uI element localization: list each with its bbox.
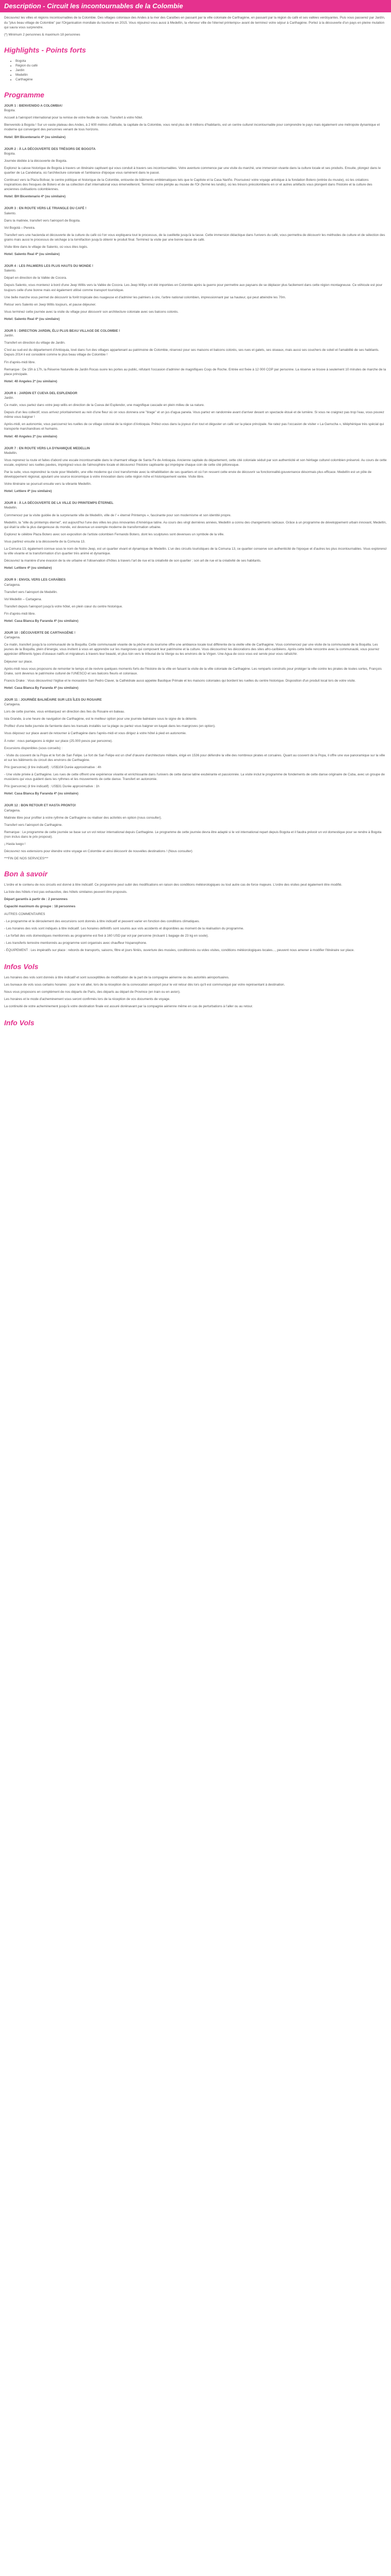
- infos-vols-paragraph: Les bureaux de vols sous certains horaires : pour le vol aller, lors de la réception de la convocation aéroport pour le vol retour dès lors qu'il est communiqué par votre représentant à destination.: [4, 983, 285, 987]
- day-paragraph: ***FIN DE NOS SERVICES***: [4, 857, 48, 861]
- description-body: [0, 12, 391, 1037]
- day-paragraph: Lors de cette journée, vous embarquez en direction des îles du Rosaire en bateau.: [4, 710, 125, 714]
- day-hotel: Hotel: Casa Blanca By Faranda 4* (ou similaire): [4, 792, 78, 796]
- day-location: Jardin.: [4, 334, 14, 338]
- day-paragraph: Transfert depuis l'aéroport jusqu'à votre hôtel, en plein cœur du centre historique.: [4, 604, 123, 608]
- day-location: Salento.: [4, 269, 17, 273]
- day-paragraph: Remarque : Le programme de cette journée se base sur un vol retour international depuis Carthagène. Le programme de cette journée devra être adapté si le vol international repart depuis Bogota et il faudra prévoir un vol domestique pour se rendre à Bogota (non inclus dans le prix proposé).: [4, 830, 382, 839]
- highlight-item: • Carthagène: [15, 77, 387, 82]
- day-location: Cartagena.: [4, 703, 21, 707]
- day-location: Salento.: [4, 211, 17, 215]
- day-paragraph: - Une visite privée à Carthagène. Les rues de cette offrent une expérience vivante et enrichissante dans l'univers de cette danse latine exubérante et passionnée. La visite inclut le programme de fondements de cette danse originaire de Cuba, avec un groupe de musiciens qui vous guident dans les rythmes et les mouvements de cette danse. Transfert en autonomie.: [4, 773, 385, 782]
- programme-day: [4, 446, 387, 494]
- day-paragraph: Après-midi, en autonomie, vous parcourrez les ruelles de ce village colonial de la région d'Antioquia. Prêtez-vous dans la joyeux d'un tout et déguster un café sur la place principale. Ne ratez pas l'occasion de visiter « La Garrucha », téléphérique très spécial qui transporte marchandises et humains.: [4, 422, 384, 431]
- day-paragraph: Profitez d'une belle journée de farniente dans les transats installés sur la plage ou partez vous baigner en kayak dans les mangroves (en option).: [4, 724, 216, 728]
- day-location: Cartagena.: [4, 808, 21, 812]
- page: [0, 0, 391, 1037]
- day-hotel: Hotel: Casa Blanca By Faranda 4* (ou similaire): [4, 686, 78, 690]
- day-paragraph: Transfert vers une hacienda et découverte de la culture du café où l'on vous expliquera tout le processus, de la cueillette jusqu'à la tasse. Cette immersion didactique dans l'univers du café, vous permettra de découvrir les méthodes de culture et de sélection des grains mais aussi le processus de séchage à la torréfaction jusqu'à obtenir le produit final. Terminez la visite par une bonne tasse de café.: [4, 233, 385, 242]
- day-paragraph: Une belle marche vous permet de découvrir la forêt tropicale des nuageuse et d'admirer les palmiers à cire, l'arbre national colombien, impressionnant par sa hauteur, qui peut atteindre les 70m.: [4, 295, 286, 299]
- day-hotel: Hotel: Salento Real 4* (ou similaire): [4, 252, 60, 257]
- day-paragraph: Vous reprenez la route et faites d'abord une escale incontournable dans le charmant village de Santa Fe de Antioquia. Ancienne capitale du département, cette cité coloniale séduit par son authenticité et son héritage culturel colombien préservé. Au cours de cette escale, explorez ses ruelles pavées, imprégnez-vous de l'atmosphère locale et découvrez l'histoire captivante qui imprègne chaque coin de cette cité pittoresque.: [4, 458, 387, 467]
- day-paragraph: Vous terminez cette journée avec la visite du village pour découvrir son architecture coloniale avec ses balcons colorés.: [4, 310, 179, 314]
- day-paragraph: Ce matin, vous partez dans votre jeep willis en direction de la Cueva del Esplendor, une magnifique cascade en plein milieu de sa nature.: [4, 403, 205, 408]
- day-paragraph: Isla Grande, à une heure de navigation de Carthagène, est le meilleur option pour une journée balnéaire sous le signe de la détente.: [4, 717, 198, 721]
- day-title: JOUR 10 : DÉCOUVERTE DE CARTHAGÈNE !: [4, 631, 76, 635]
- day-location: Medellin.: [4, 506, 18, 510]
- day-title: JOUR 2 : À LA DÉCOUVERTE DES TRÉSORS DE BOGOTA: [4, 147, 96, 151]
- day-paragraph: Par la suite, vous reprendrez la route pour Medellin, une ville moderne qui s'est transformée avec la réhabilitation de ses quartiers et où l'on ressent cette envie de découvrir sa fonctionnalité-gouvernance désormais plus efficace. Medellín est un pôle de développement régional, ajoutant une source économique à votre innovation dans cette région riche et historiquement variée. Visite libre.: [4, 470, 372, 479]
- day-paragraph: Dans la matinée, transfert vers l'aéroport de Bogota.: [4, 218, 80, 223]
- day-paragraph: Medellín, la "ville du printemps éternel", est aujourd'hui l'une des villes les plus innovantes d'Amérique latine. Au cours des vingt dernières années, Medellín a connu des changements radicaux. Grâce à un programme de développement urbain innovant, Medellín, qui était la ville la plus dangereuse du monde, est devenue un exemple moderne de transformation urbaine.: [4, 520, 387, 529]
- programme-day: [4, 501, 387, 570]
- day-title: JOUR 12 : BON RETOUR ET HASTA PRONTO!: [4, 804, 76, 808]
- info-vols-heading: Info Vols: [4, 1019, 35, 1027]
- day-paragraph: Découvrez nos extensions pour étendre votre voyage en Colombie et ainsi découvrir de nouvelles destinations ! (Nous consulter): [4, 850, 192, 854]
- programme-day: [4, 329, 387, 384]
- programme-day: [4, 391, 387, 439]
- highlights-list: [4, 59, 387, 82]
- day-title: JOUR 6 : JARDIN ET CUEVA DEL ESPLENDOR: [4, 391, 77, 395]
- day-paragraph: Matinée libre pour profiter à votre rythme de Carthagène ou réaliser des activités en option (nous consulter).: [4, 816, 162, 820]
- day-title: JOUR 8 : À LA DÉCOUVERTE DE LA VILLE DU PRINTEMPS ÉTERNEL: [4, 501, 113, 505]
- day-location: Cartagena.: [4, 636, 21, 640]
- infos-vols-paragraph: Nous vous proposons en complément de nos départs de Paris, des départs au départ de Province (en train ou en avion).: [4, 990, 181, 994]
- highlight-item: • Jardin: [15, 68, 387, 73]
- programme-days: [4, 104, 387, 861]
- day-paragraph: Transfert vers l'aéroport de Carthagène.: [4, 823, 63, 827]
- day-location: Medellin.: [4, 451, 18, 455]
- autres-item: - Les transferts terrestre mentionnés au programme sont organisés avec chauffeur hispanophone.: [4, 941, 147, 945]
- day-paragraph: Vol Medellin – Cartagena.: [4, 597, 42, 601]
- programme-day: [4, 698, 387, 796]
- departure-fact: Départ garantis à partir de : 2 personnes: [4, 897, 68, 902]
- day-paragraph: Retour vers Salento en Jeep Willis toujours, et pause déjeuner.: [4, 302, 96, 307]
- page-title: Description - Circuit les incontournables de la Colombie: [0, 0, 391, 12]
- day-title: JOUR 7 : EN ROUTE VERS LA DYNAMIQUE MEDELLIN: [4, 446, 90, 450]
- day-paragraph: Vous partirez ensuite à la découverte de la Comuna 13.: [4, 539, 86, 544]
- day-title: JOUR 11 : JOURNÉE BALNÉAIRE SUR LES ÎLES DU ROSAIRE: [4, 698, 102, 702]
- day-hotel: Hotel: Casa Blanca By Faranda 4* (ou similaire): [4, 619, 78, 623]
- highlight-item: • Medellin: [15, 73, 387, 77]
- day-hotel: Hotel: BH Bicentenario 4* (ou similaire): [4, 135, 66, 139]
- day-title: JOUR 4 : LES PALMIERS LES PLUS HAUTS DU MONDE !: [4, 264, 93, 268]
- day-paragraph: Votre itinéraire se poursuit ensuite vers la vibrante Medellín.: [4, 482, 92, 486]
- day-paragraph: Fin d'après-midi libre.: [4, 360, 36, 364]
- day-paragraph: Découvrez la manière d'une évasion de la vie urbaine et l'observation d'hôtes à travers l'art de rue et la créativité de son quartier ; son art de rue et la créativité de ses habitants.: [4, 559, 262, 563]
- programme-day: [4, 578, 387, 623]
- day-paragraph: Excursions disponibles (sous conseils) :: [4, 746, 62, 750]
- day-paragraph: Commencez par la visite guidée de la surprenante ville de Medellín, ville de l' « éternel Printemps », fascinante pour son modernisme et son identité propre.: [4, 513, 232, 517]
- programme-day: [4, 631, 387, 690]
- bon-a-savoir-heading: Bon à savoir: [4, 870, 48, 878]
- day-paragraph: Explorez la caisse historique de Bogota à travers un itinéraire captivant qui vous conduit à travers ses incontournables. Votre aventure commence par une visite du marché, une immersion vivante dans la culture locale et ses produits. Ensuite, plongez dans le quartier de La Candelaria, où l'architecture coloniale et l'ambiance d'époque vous ramènent dans le passé.: [4, 166, 381, 175]
- day-title: JOUR 5 : DIRECTION JARDIN, ÉLU PLUS BEAU VILLAGE DE COLOMBIE !: [4, 329, 120, 333]
- infos-vols-paragraph: Les horaires et le mode d'acheminement vous seront confirmés lors de la réception de vos documents de voyage.: [4, 997, 170, 1002]
- day-paragraph: Continuez vers la Plaza Bolivar, le centre politique et historique de la Colombie, entourée de bâtiments emblématiques tels que le Capitole et la Casa Nariño. Poursuivez votre voyage artistique à la fondation Botero (entrée du musée), où les créations inspiratrices des fresques de Botero et de sa collection d'art international vous émerveilleront. Terminez votre périple au musée de l'Or (fermé les lundis), où les trésors précolombiens en or et autres artéfacts vous plongent dans l'histoire et la culture des anciennes civilisations colombiennes.: [4, 178, 372, 192]
- day-hotel: Hotel: 40 Angeles 2* (ou similaire): [4, 379, 57, 383]
- day-paragraph: Accueil à l'aéroport international pour la remise de votre feuille de route. Transfert à votre hôtel.: [4, 116, 143, 120]
- highlight-item: • Région du café: [15, 63, 387, 68]
- autres-title: AUTRES COMMENTAIRES: [4, 912, 45, 916]
- infos-vols-paragraph: Les horaires des vols sont donnés à titre indicatif et sont susceptibles de modification de la part de la compagnie aérienne ou des autorités aéroportuaires.: [4, 975, 230, 979]
- day-paragraph: Remarque : De 15h à 17h, la Réserve Naturelle de Jardin Rocas ouvre les portes au public, réfutant l'occasion d'admirer de magnifiques Coqs de Roche. Entrée est fixée à 12 000 COP par personne. La réserve se trouve à seulement 10 minutes de marche de la place principale.: [4, 367, 386, 376]
- day-title: JOUR 9 : ENVOL VERS LES CARAÏBES: [4, 578, 66, 582]
- bon-a-savoir-paragraph: L'ordre et le contenu de nos circuits est donné à titre indicatif. Ce programme peut subir des modifications en raison des conditions météorologiques ou tout autre cas de force majeure. L'ordre des visites peut également être modifié.: [4, 883, 343, 887]
- day-paragraph: Transfert vers l'aéroport de Medellin.: [4, 590, 58, 594]
- programme-day: [4, 104, 387, 140]
- bon-a-savoir-paragraph: La liste des hôtels n'est pas exhaustive, des hôtels similaires peuvent être proposés.: [4, 890, 127, 894]
- day-paragraph: ¡ Hasta luego !: [4, 842, 26, 846]
- day-hotel: Hotel: 40 Angeles 2* (ou similaire): [4, 434, 57, 438]
- day-location: Cartagena.: [4, 583, 21, 587]
- programme-heading: Programme: [4, 91, 44, 99]
- highlight-item: • Bogota: [15, 59, 387, 63]
- day-paragraph: Visite libre dans le village de Salento, où vous êtes logés.: [4, 245, 88, 249]
- day-paragraph: Prix (personne) (il tire indicatif) : US$104 Durée approximative : 4h: [4, 765, 102, 769]
- programme-day: [4, 264, 387, 321]
- programme-day: [4, 803, 387, 861]
- programme-day: [4, 147, 387, 199]
- capacity-fact: Capacité maximum du groupe : 18 personnes: [4, 905, 76, 909]
- day-paragraph: Prix (personne) (il tire indicatif) : US$31 Durée approximative : 1h: [4, 785, 100, 789]
- day-paragraph: Francis Drake : Vous découvrirez l'église et le monastère San Pedro Claver, la Cathédrale aussi appelée Basilique Primale et les maisons coloniales qui bordent les ruelles du centre historique. Disposition d'un produit local lors de votre visite.: [4, 679, 356, 683]
- day-paragraph: Depuis Salento, vous monterez à bord d'une Jeep Willis vers la Vallée de Cocora. Les Jeep Willys ont été importées en Colombie après la guerre pour permettre aux paysans de se déplacer plus facilement dans cette région montagneuse. Ce véhicule est pour toujours celle d'une bonne mais est également utilisé comme transport touristique.: [4, 283, 383, 292]
- day-paragraph: Vous déposez sur place avant de retourner à Carthagène dans l'après-midi et vous dirigez à votre hôtel à pied en autonomie.: [4, 732, 187, 736]
- day-paragraph: La Comuna 13, également connue sous le nom de Notre-Jeep, est un quartier vivant et dynamique de Medellin. L'un des circuits touristiques de la Comuna 13, ce quartier conserve son authenticité de l'époque et d'autres les plus incontournables. Vous explorerez la ville vivante et la transformation d'un quartier très animé et dynamique.: [4, 547, 387, 556]
- day-paragraph: Ce matin, transfert jusqu'à la communauté de la Boquilla. Cette communauté vivante de la pêche et du tourisme offre une ambiance locale tout différente de la vieille ville de Carthagène. Vous commencez par une visite de la communauté de la Boquilla. Les jeunes de la Boquilla, plein d'énergie, vous invitent à vous en apprendre sur les mangroves qui composent leur patrimoine et la culture. Vous découvrirez les décorations des sites afro-caribéens. Après cette belle rencontre avec la communauté, vous pourrez apprécier différents types d'oiseaux natifs et migrateurs à travers leur beauté, et plus loin vers le tribunal de la Vierge ou les environs de la Virgen. Une Agua de coco vous est servie pour vous rafraîchir.: [4, 643, 380, 656]
- day-paragraph: Départ en direction de la Vallée de Cocora.: [4, 276, 67, 280]
- programme-day: [4, 206, 387, 257]
- day-location: Bogota.: [4, 151, 16, 156]
- day-paragraph: Fin d'après-midi libre.: [4, 612, 36, 616]
- day-hotel: Hotel: Salento Real 4* (ou similaire): [4, 317, 60, 321]
- day-paragraph: Déjeuner sur place.: [4, 659, 33, 664]
- infos-vols-paragraph: La continuité de votre acheminement jusqu'à votre destination finale est assuré dorénavant par la compagnie aérienne même en cas de perturbations à l'aller ou au retour.: [4, 1005, 253, 1009]
- day-paragraph: Transfert en direction du village de Jardin.: [4, 341, 66, 345]
- intro-paragraph: Découvrez les villes et régions incontournables de la Colombie. Des villages coloniaux des Andes à la mer des Caraïbes en passant par la ville coloniale de Carthagène, en passant par la région du café et ses vallées verdoyantes. Puis vous passerez par Jardín, du "plus beau village de Colombie" par l'Organisation mondiale du tourisme en 2015. Vous réjouirez-vous aussi à Medellín, la «ferveur ville de l'éternel printemps» avant de terminez votre séjour à Carthagène. Portez à la découverte d'un pays en pleine mutation qui saura vous surprendre.: [4, 16, 385, 29]
- autres-item: - Le programme et le déroulement des excursions sont donnés à titre indicatif et peuvent varier en fonction des conditions climatiques.: [4, 919, 200, 923]
- day-paragraph: Depuis d'un lieu collectif, vous arrivez prioritairement au rein d'une fleur où on vous donnera une "tirage" et un jus d'agua panela. Vous partez en randonnée avant d'arriver devant un spectacle étoué et de lumière. Si vous ne craignez pas trop l'eau, vous pouvez même vous baigner !: [4, 411, 384, 419]
- day-paragraph: Vol Bogotá – Pereira.: [4, 226, 36, 230]
- day-paragraph: Explorez le célèbre Plaza Botero avec son exposition de l'artiste colombien Fernando Botero, dont les sculptures sont devenues un symbole de la ville.: [4, 532, 224, 536]
- intro-note: (*) Minimum 2 personnes & maximum 18 personnes: [4, 32, 80, 37]
- day-paragraph: Journée dédiée à la découverte de Bogota.: [4, 159, 68, 163]
- autres-item: - Les horaires des vols sont indiqués à titre indicatif. Les horaires définitifs sont soumis aux vols accidents et disponibles au moment de la réalisation du programme.: [4, 926, 244, 930]
- day-paragraph: - Visite du couvent de la Popa et le fort de San Felipe. Le fort de San Felipe est un chef d'œuvre d'architecture militaire, érigé en 1536 pour défendre la ville des nombreux pirates et corsaires. Quant au couvent de la Popa, il offre une vue panoramique sur la ville et sur les bâtiments du circuit des environs de Carthagène.: [4, 753, 385, 762]
- day-location: Bogota.: [4, 109, 16, 113]
- day-paragraph: C'est au sud-est du département d'Antioquia, lové dans l'un des villages appartenant au patrimoine de Colombie, réservez pour ses maisons et balcons colorés, ses rues et galets, ses oiseaux, mais aussi ses couchers de soleil et l'amabilité de ses habitants. Depuis 2014 il est considéré comme le plus beau village de Colombie !: [4, 348, 380, 357]
- day-location: Jardin.: [4, 396, 14, 400]
- day-paragraph: À noter : nous partageons à régler sur place (25.000 pesos par personne).: [4, 739, 113, 743]
- day-paragraph: Bienvenido à Bogota ! Sur un vaste plateau des Andes, à 2 600 mètres d'altitude, la capitale de la Colombie, vous rend plus de 8 millions d'habitants, est un centre culturel incontournable pour comprendre le pays mais également une métropole dynamique et moderne qui convergent des personnes venant de tous horizons.: [4, 123, 380, 132]
- day-paragraph: Après-midi nous vous proposons de remonter le temps et de revivre quelques moments forts de l'histoire de la ville en faisant la visite de la ville coloniale de Carthagène. Les remparts construits pour protéger la ville contre les pirates de toutes sortes, François Drake, sont devenus le patrimoine culturel de l'UNESCO et ses balcons fleuris et coloniaux.: [4, 667, 382, 675]
- day-hotel: Hotel: Lettiere 4* (ou similaire): [4, 566, 52, 570]
- day-title: JOUR 3 : EN ROUTE VERS LE TRIANGLE DU CAFÉ !: [4, 207, 87, 211]
- infos-vols-heading: Infos Vols: [4, 962, 39, 971]
- day-title: JOUR 1 : BIENVENIDO A COLOMBIA!: [4, 104, 63, 108]
- autres-item: - Le forfait des vols domestiques mentionnés au programme est fixé à 160 USD par vol par personne (incluant 1 bagage de 23 kg en soute).: [4, 934, 209, 938]
- autres-item: - ÉQUIPEMENT : Les impératifs sur place : rebords de transports, saisons, filtre et jours fériés, ouverture des musées, conditionnés ou vides visites, conditions météorologiques locales..., peuvent nous amener à modifier l'itinéraire sur place.: [4, 948, 355, 952]
- day-hotel: Hotel: Lettiere 4* (ou similaire): [4, 489, 52, 494]
- day-hotel: Hotel: BH Bicentenario 4* (ou similaire): [4, 195, 66, 199]
- highlights-heading: Highlights - Points forts: [4, 45, 86, 54]
